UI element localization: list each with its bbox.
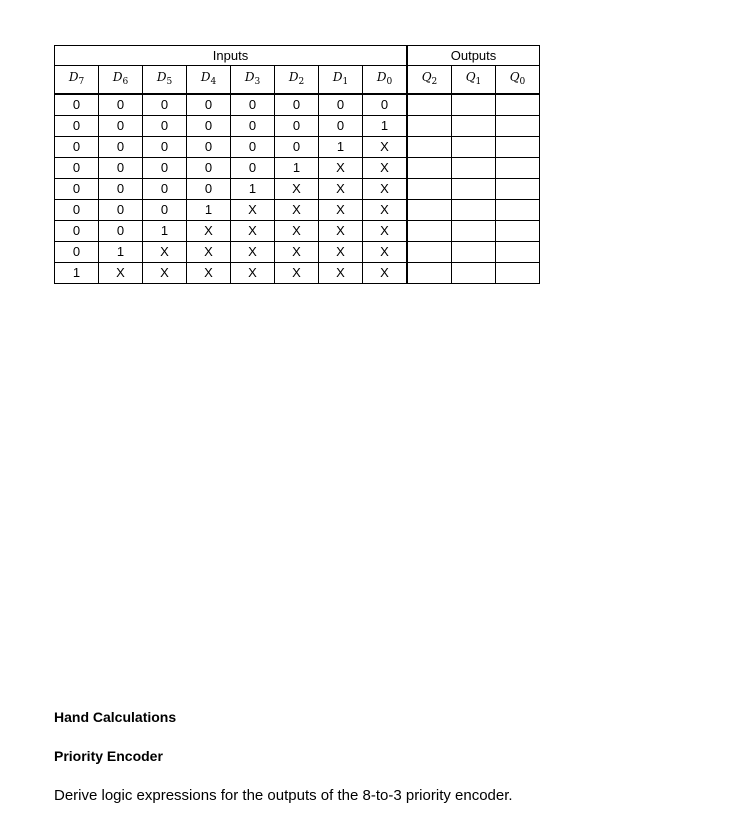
truth-table xyxy=(54,45,540,284)
input-cell: 0 xyxy=(231,137,275,158)
input-cell: X xyxy=(319,179,363,200)
input-cell: X xyxy=(319,200,363,221)
output-label-q2-letter: Q xyxy=(421,70,432,84)
input-cell: X xyxy=(143,263,187,284)
output-cell[interactable] xyxy=(496,221,540,242)
output-cell[interactable] xyxy=(496,179,540,200)
input-cell: 0 xyxy=(99,158,143,179)
input-label-d4-subscript: 4 xyxy=(210,77,217,87)
input-cell: 0 xyxy=(143,179,187,200)
input-cell: 1 xyxy=(143,221,187,242)
input-cell: X xyxy=(275,221,319,242)
output-cell[interactable] xyxy=(452,116,496,137)
input-cell: 1 xyxy=(275,158,319,179)
input-cell: 0 xyxy=(55,200,99,221)
input-label-d1 xyxy=(319,66,363,95)
outputs-header: Outputs xyxy=(407,46,540,66)
hand-calculations-heading: Hand Calculations xyxy=(54,709,177,725)
input-cell: 0 xyxy=(99,200,143,221)
instruction-text: Derive logic expressions for the outputs of the 8-to-3 priority encoder. xyxy=(54,787,513,804)
output-cell[interactable] xyxy=(496,242,540,263)
table-row xyxy=(55,200,540,221)
output-cell[interactable] xyxy=(452,179,496,200)
input-label-d0-subscript: 0 xyxy=(386,77,393,87)
input-cell: 0 xyxy=(187,137,231,158)
input-cell: 0 xyxy=(143,116,187,137)
input-cell: X xyxy=(143,242,187,263)
input-cell: X xyxy=(363,137,408,158)
input-cell: 1 xyxy=(187,200,231,221)
input-cell: 0 xyxy=(55,221,99,242)
output-cell[interactable] xyxy=(407,242,452,263)
input-label-d2-subscript: 2 xyxy=(298,77,305,87)
input-cell: X xyxy=(363,263,408,284)
output-cell[interactable] xyxy=(407,179,452,200)
input-label-d3 xyxy=(231,66,275,95)
input-cell: X xyxy=(231,242,275,263)
input-cell: 1 xyxy=(231,179,275,200)
input-label-d2 xyxy=(275,66,319,95)
input-cell: 1 xyxy=(363,116,408,137)
input-cell: X xyxy=(187,242,231,263)
output-label-q2-subscript: 2 xyxy=(431,77,438,87)
input-cell: X xyxy=(319,158,363,179)
output-label-q2 xyxy=(407,66,452,95)
input-cell: X xyxy=(363,221,408,242)
input-cell: 0 xyxy=(187,158,231,179)
group-header-row xyxy=(55,46,540,66)
output-cell[interactable] xyxy=(496,200,540,221)
input-cell: 0 xyxy=(143,137,187,158)
input-cell: 0 xyxy=(143,200,187,221)
input-cell: 0 xyxy=(187,94,231,116)
input-cell: X xyxy=(275,242,319,263)
input-cell: 0 xyxy=(143,158,187,179)
input-cell: 0 xyxy=(99,116,143,137)
input-cell: 0 xyxy=(55,158,99,179)
output-cell[interactable] xyxy=(452,158,496,179)
table-row xyxy=(55,179,540,200)
table-row xyxy=(55,221,540,242)
input-cell: 0 xyxy=(231,116,275,137)
column-label-row xyxy=(55,66,540,95)
input-label-d7-subscript: 7 xyxy=(78,77,85,87)
input-label-d7-letter: D xyxy=(68,70,79,84)
input-cell: X xyxy=(363,200,408,221)
output-cell[interactable] xyxy=(407,158,452,179)
output-cell[interactable] xyxy=(407,94,452,116)
input-cell: X xyxy=(231,221,275,242)
inputs-header: Inputs xyxy=(55,46,408,66)
input-cell: X xyxy=(275,200,319,221)
input-cell: X xyxy=(319,242,363,263)
output-cell[interactable] xyxy=(452,94,496,116)
input-label-d5-letter: D xyxy=(156,70,167,84)
input-label-d1-subscript: 1 xyxy=(342,77,349,87)
input-label-d0 xyxy=(363,66,408,95)
output-cell[interactable] xyxy=(496,94,540,116)
input-cell: 0 xyxy=(275,94,319,116)
input-cell: 0 xyxy=(231,158,275,179)
output-cell[interactable] xyxy=(496,158,540,179)
input-cell: 0 xyxy=(187,116,231,137)
input-label-d4 xyxy=(187,66,231,95)
input-cell: 1 xyxy=(319,137,363,158)
output-label-q0 xyxy=(496,66,540,95)
input-label-d0-letter: D xyxy=(376,70,387,84)
input-label-d7 xyxy=(55,66,99,95)
output-cell[interactable] xyxy=(452,200,496,221)
input-label-d6-subscript: 6 xyxy=(122,77,129,87)
output-cell[interactable] xyxy=(407,221,452,242)
input-cell: 0 xyxy=(99,221,143,242)
input-cell: 1 xyxy=(99,242,143,263)
output-cell[interactable] xyxy=(452,242,496,263)
input-label-d2-letter: D xyxy=(288,70,299,84)
table-row xyxy=(55,137,540,158)
output-cell[interactable] xyxy=(496,137,540,158)
output-cell[interactable] xyxy=(452,221,496,242)
input-cell: 0 xyxy=(231,94,275,116)
input-label-d4-letter: D xyxy=(200,70,211,84)
table-row xyxy=(55,263,540,284)
input-cell: X xyxy=(363,179,408,200)
input-cell: 0 xyxy=(363,94,408,116)
output-label-q1-subscript: 1 xyxy=(475,77,482,87)
input-cell: X xyxy=(363,242,408,263)
output-cell[interactable] xyxy=(452,137,496,158)
input-cell: 0 xyxy=(99,179,143,200)
output-cell[interactable] xyxy=(452,263,496,284)
input-label-d3-letter: D xyxy=(244,70,255,84)
input-cell: 1 xyxy=(55,263,99,284)
input-cell: 0 xyxy=(55,94,99,116)
input-cell: X xyxy=(231,263,275,284)
input-cell: 0 xyxy=(99,137,143,158)
output-cell[interactable] xyxy=(407,263,452,284)
input-label-d5 xyxy=(143,66,187,95)
input-label-d6-letter: D xyxy=(112,70,123,84)
input-label-d6 xyxy=(99,66,143,95)
priority-encoder-heading: Priority Encoder xyxy=(54,748,163,764)
table-row xyxy=(55,158,540,179)
output-label-q1 xyxy=(452,66,496,95)
input-cell: X xyxy=(319,263,363,284)
output-label-q1-letter: Q xyxy=(465,70,476,84)
input-cell: X xyxy=(99,263,143,284)
input-cell: 0 xyxy=(55,137,99,158)
input-cell: X xyxy=(275,179,319,200)
input-cell: 0 xyxy=(319,94,363,116)
output-label-q0-subscript: 0 xyxy=(519,77,526,87)
input-cell: X xyxy=(187,263,231,284)
input-cell: 0 xyxy=(99,94,143,116)
input-label-d5-subscript: 5 xyxy=(166,77,173,87)
table-row xyxy=(55,242,540,263)
input-cell: X xyxy=(363,158,408,179)
input-cell: 0 xyxy=(275,116,319,137)
input-cell: 0 xyxy=(143,94,187,116)
input-cell: X xyxy=(231,200,275,221)
table-row xyxy=(55,94,540,116)
input-cell: 0 xyxy=(55,242,99,263)
input-label-d3-subscript: 3 xyxy=(254,77,261,87)
output-cell[interactable] xyxy=(496,116,540,137)
input-cell: X xyxy=(275,263,319,284)
output-cell[interactable] xyxy=(407,200,452,221)
output-cell[interactable] xyxy=(496,263,540,284)
input-cell: 0 xyxy=(319,116,363,137)
input-label-d1-letter: D xyxy=(332,70,343,84)
input-cell: 0 xyxy=(55,179,99,200)
input-cell: 0 xyxy=(275,137,319,158)
output-cell[interactable] xyxy=(407,116,452,137)
input-cell: 0 xyxy=(55,116,99,137)
table-row xyxy=(55,116,540,137)
output-label-q0-letter: Q xyxy=(509,70,520,84)
input-cell: 0 xyxy=(187,179,231,200)
output-cell[interactable] xyxy=(407,137,452,158)
input-cell: X xyxy=(319,221,363,242)
input-cell: X xyxy=(187,221,231,242)
